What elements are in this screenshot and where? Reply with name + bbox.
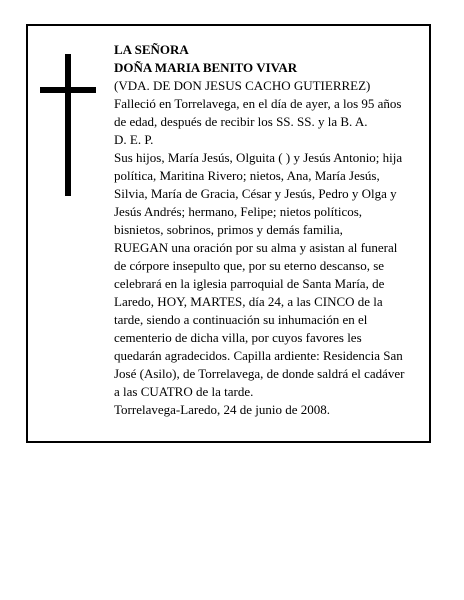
place-date-line: Torrelavega-Laredo, 24 de junio de 2008. <box>114 402 331 417</box>
cross-horizontal-bar <box>40 87 96 93</box>
body-line: Falleció en Torrelavega, en el día de ayer, a los 95 años <box>114 96 402 111</box>
body-line: José (Asilo), de Torrelavega, de donde saldrá el cadáver <box>114 366 405 381</box>
body-line: quedarán agradecidos. Capilla ardiente: Residencia San <box>114 348 403 363</box>
body-line: de edad, después de recibir los SS. SS. y la B. A. <box>114 114 368 129</box>
body-line: celebrará en la iglesia parroquial de Santa María, de <box>114 276 385 291</box>
obituary-frame <box>26 24 431 443</box>
heading-line-1: LA SEÑORA <box>114 42 189 57</box>
deceased-name: DOÑA MARIA BENITO VIVAR <box>114 60 298 75</box>
widow-of-line: (VDA. DE DON JESUS CACHO GUTIERREZ) <box>114 78 371 93</box>
cross-icon <box>40 54 96 196</box>
body-line: bisnietos, sobrinos, primos y demás familia, <box>114 222 343 237</box>
body-line: de córpore insepulto que, por su eterno descanso, se <box>114 258 385 273</box>
body-line: RUEGAN una oración por su alma y asistan al funeral <box>114 240 398 255</box>
body-line: Jesús Andrés; hermano, Felipe; nietos políticos, <box>114 204 363 219</box>
body-line: Silvia, María de Gracia, César y Jesús, Pedro y Olga y <box>114 186 397 201</box>
body-line: a las CUATRO de la tarde. <box>114 384 254 399</box>
body-line: Laredo, HOY, MARTES, día 24, a las CINCO de la <box>114 294 383 309</box>
body-line: tarde, siendo a continuación su inhumación en el <box>114 312 368 327</box>
body-line: Sus hijos, María Jesús, Olguita ( ) y Jesús Antonio; hija <box>114 150 403 165</box>
obituary-text <box>114 41 424 419</box>
body-line: D. E. P. <box>114 132 154 147</box>
body-line: cementerio de dicha villa, por cuyos favores les <box>114 330 362 345</box>
cross-vertical-bar <box>65 54 71 196</box>
body-line: política, Maritina Rivero; nietos, Ana, María Jesús, <box>114 168 380 183</box>
